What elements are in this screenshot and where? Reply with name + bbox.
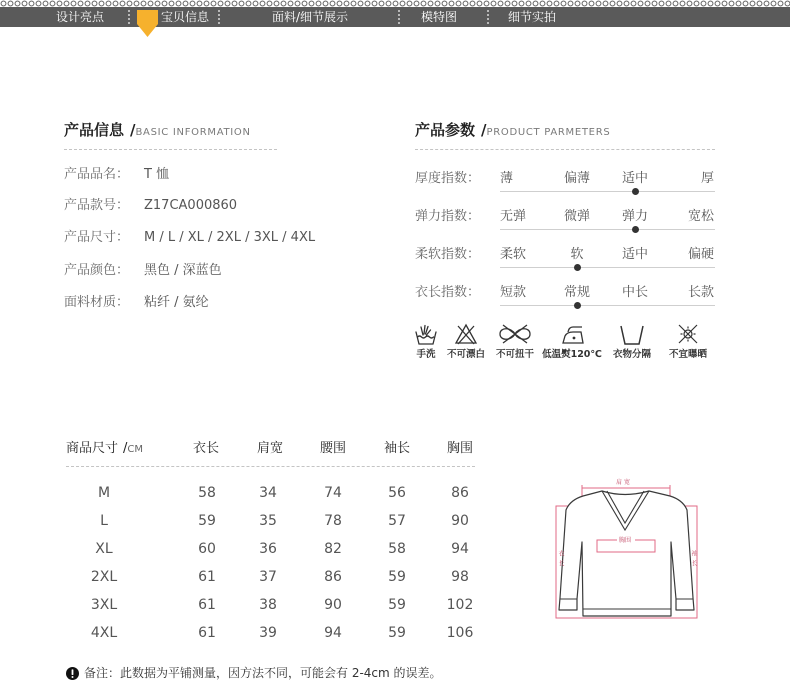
- value-cell: 82: [324, 541, 342, 557]
- info-label: 产品款号：: [64, 198, 130, 213]
- param-label: 柔软指数：: [415, 247, 481, 262]
- table-row: [0, 567, 480, 587]
- size-cell: 3XL: [90, 597, 118, 613]
- param-option: 弹力: [621, 209, 648, 224]
- param-option: 长款: [687, 285, 714, 300]
- nav-separator: [128, 10, 130, 24]
- size-cell: 4XL: [90, 625, 118, 641]
- basic-info-title: [64, 121, 251, 139]
- params-subtitle: PRODUCT PARMETERS: [486, 127, 611, 138]
- table-row: [0, 511, 480, 531]
- table-row: [0, 623, 480, 643]
- column-header: 肩宽: [256, 441, 283, 456]
- param-indicator-dot: [632, 226, 639, 233]
- params-title: [415, 121, 610, 139]
- param-scale-line: [500, 305, 715, 306]
- value-cell: 61: [198, 597, 216, 613]
- param-option: 薄: [500, 171, 514, 186]
- value-cell: 58: [388, 541, 406, 557]
- value-cell: 39: [259, 625, 277, 641]
- wash-separately-icon: [618, 323, 646, 345]
- info-value: M / L / XL / 2XL / 3XL / 4XL: [144, 230, 316, 245]
- no-sun-dry-icon: [676, 323, 700, 345]
- param-option: 适中: [621, 171, 648, 186]
- value-cell: 102: [446, 597, 474, 613]
- table-row: [0, 539, 480, 559]
- divider: [415, 149, 715, 150]
- table-row: [0, 483, 480, 503]
- params-heading: 产品参数: [415, 121, 476, 139]
- param-option: 微弹: [563, 209, 590, 224]
- param-indicator-dot: [574, 302, 581, 309]
- param-row-elasticity: [0, 208, 790, 228]
- basic-info-subtitle: BASIC INFORMATION: [135, 127, 251, 138]
- divider: [66, 466, 475, 467]
- param-option: 常规: [563, 285, 590, 300]
- shoulder-width-label: 肩宽: [616, 479, 633, 486]
- down-pointer-badge-icon: [136, 8, 160, 38]
- info-value: Z17CA000860: [144, 198, 238, 213]
- value-cell: 94: [324, 625, 342, 641]
- param-label: 衣长指数：: [415, 285, 481, 300]
- param-option: 偏薄: [563, 171, 590, 186]
- measurement-note: 备注：此数据为平铺测量，因方法不同，可能会有 2-4cm 的误差。: [84, 666, 442, 680]
- value-cell: 90: [451, 513, 469, 529]
- info-row-sizes: [0, 229, 400, 247]
- value-cell: 86: [324, 569, 342, 585]
- care-label: 不宜曝晒: [668, 349, 707, 360]
- value-cell: 59: [388, 569, 406, 585]
- value-cell: 61: [198, 569, 216, 585]
- column-header: 腰围: [319, 441, 346, 456]
- value-cell: 59: [198, 513, 216, 529]
- nav-separator: [487, 10, 489, 24]
- param-option: 无弹: [500, 209, 527, 224]
- tab-fabric-details[interactable]: 面料/细节展示: [272, 10, 349, 24]
- no-wring-icon: [497, 323, 533, 345]
- size-cell: 2XL: [90, 569, 118, 585]
- length-label: 衣长: [557, 550, 564, 570]
- no-bleach-icon: [454, 323, 478, 345]
- param-indicator-dot: [632, 188, 639, 195]
- size-cell: M: [97, 485, 111, 501]
- value-cell: 37: [259, 569, 277, 585]
- care-label: 不可漂白: [446, 349, 485, 360]
- table-row: [0, 595, 480, 615]
- param-option: 中长: [621, 285, 648, 300]
- param-row-thickness: [0, 170, 790, 190]
- low-temp-iron-icon: [560, 323, 586, 345]
- divider: [64, 149, 277, 150]
- v-neck-shirt-icon: [550, 470, 705, 625]
- info-label: 产品品名：: [64, 167, 130, 182]
- value-cell: 58: [198, 485, 216, 501]
- value-cell: 98: [451, 569, 469, 585]
- info-value: 黑色 / 深蓝色: [144, 263, 222, 278]
- value-cell: 90: [324, 597, 342, 613]
- param-option: 软: [570, 247, 584, 262]
- size-cell: XL: [95, 541, 113, 557]
- value-cell: 35: [259, 513, 277, 529]
- param-option: 宽松: [687, 209, 714, 224]
- chest-label: 胸围: [619, 537, 632, 544]
- info-value: T 恤: [144, 167, 170, 182]
- care-label: 不可扭干: [495, 349, 534, 360]
- heading-slash: /: [130, 121, 136, 139]
- value-cell: 38: [259, 597, 277, 613]
- care-label: 衣物分隔: [612, 349, 651, 360]
- measurement-diagram: [550, 470, 705, 625]
- column-header: 衣长: [192, 441, 219, 456]
- basic-info-heading: 产品信息: [64, 121, 125, 139]
- param-scale-line: [500, 229, 715, 230]
- param-option: 短款: [500, 285, 527, 300]
- nav-separator: [218, 10, 220, 24]
- param-option: 偏硬: [687, 247, 714, 262]
- size-table-heading: 商品尺寸: [66, 441, 119, 456]
- info-label: 面料材质：: [64, 295, 130, 310]
- care-label: 低温熨120℃: [542, 349, 602, 360]
- tab-detail-photos[interactable]: 细节实拍: [508, 10, 557, 24]
- hand-wash-icon: [414, 323, 438, 345]
- param-option: 厚: [700, 171, 714, 186]
- value-cell: 60: [198, 541, 216, 557]
- value-cell: 59: [388, 625, 406, 641]
- param-label: 厚度指数：: [415, 171, 481, 186]
- param-option: 适中: [621, 247, 648, 262]
- value-cell: 59: [388, 597, 406, 613]
- column-header: 胸围: [446, 441, 473, 456]
- param-scale-line: [500, 267, 715, 268]
- heading-slash: /: [123, 441, 128, 456]
- param-option: 柔软: [500, 247, 527, 262]
- top-chain-border: [0, 0, 790, 7]
- nav-separator: [398, 10, 400, 24]
- tab-model-photos[interactable]: 模特图: [421, 10, 458, 24]
- value-cell: 94: [451, 541, 469, 557]
- heading-slash: /: [481, 121, 487, 139]
- value-cell: 106: [446, 625, 474, 641]
- value-cell: 57: [388, 513, 406, 529]
- size-table-unit: CM: [127, 444, 144, 455]
- value-cell: 36: [259, 541, 277, 557]
- tab-product-info[interactable]: 宝贝信息: [161, 10, 210, 24]
- sleeve-label: 袖长: [690, 550, 697, 570]
- value-cell: 34: [259, 485, 277, 501]
- column-header: 袖长: [383, 441, 410, 456]
- size-table-title: [66, 440, 143, 459]
- value-cell: 56: [388, 485, 406, 501]
- param-scale-line: [500, 191, 715, 192]
- value-cell: 86: [451, 485, 469, 501]
- value-cell: 61: [198, 625, 216, 641]
- info-label: 产品颜色：: [64, 263, 130, 278]
- care-label: 手洗: [416, 349, 436, 360]
- size-cell: L: [100, 513, 108, 529]
- exclamation-icon: [66, 667, 79, 680]
- param-label: 弹力指数：: [415, 209, 481, 224]
- value-cell: 78: [324, 513, 342, 529]
- info-value: 粘纤 / 氨纶: [144, 295, 209, 310]
- param-row-softness: [0, 246, 790, 266]
- value-cell: 74: [324, 485, 342, 501]
- param-row-length: [0, 284, 790, 304]
- info-label: 产品尺寸：: [64, 230, 130, 245]
- tab-design-highlights[interactable]: 设计亮点: [56, 10, 105, 24]
- param-indicator-dot: [574, 264, 581, 271]
- nav-bar: [0, 7, 790, 27]
